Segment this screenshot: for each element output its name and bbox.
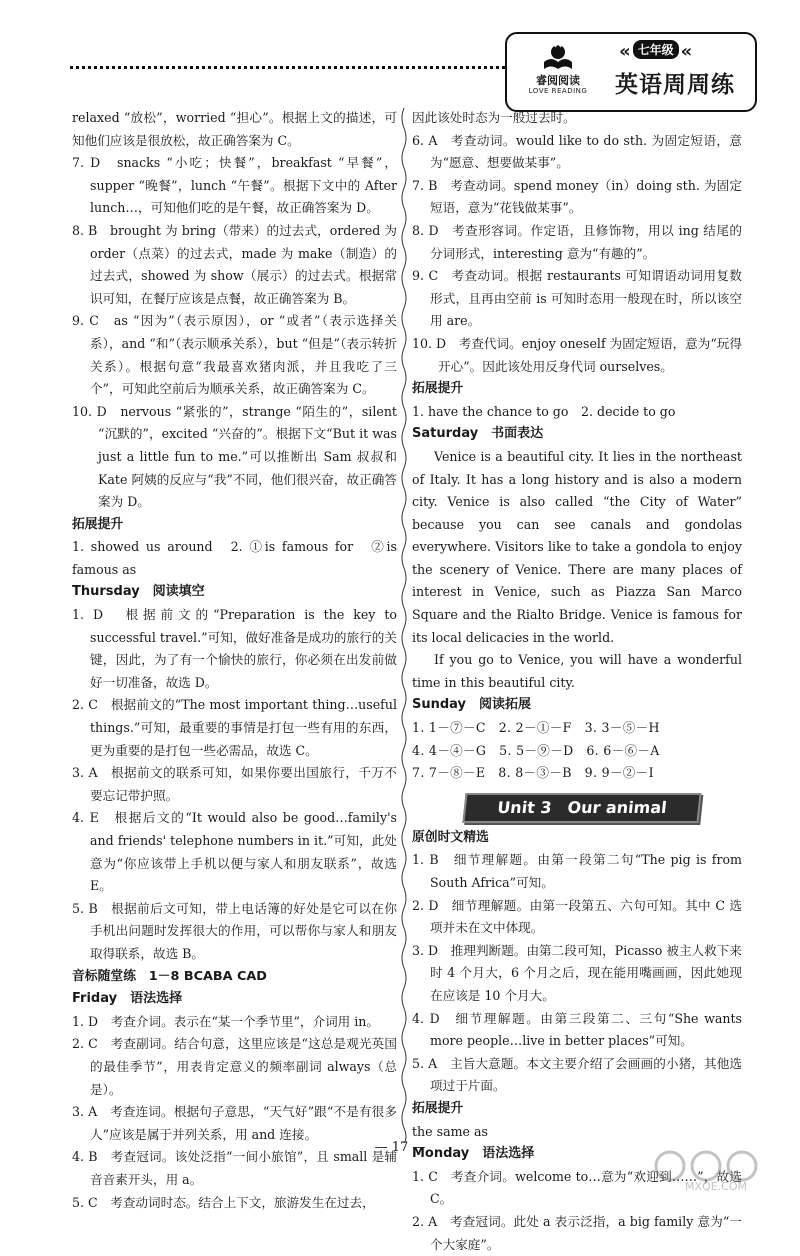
answer-item: 5. A 主旨大意题。本文主要介绍了会画画的小猪，其他选项过于片面。 xyxy=(412,1055,742,1094)
grade-badge: 七年级 xyxy=(633,40,679,59)
answer-item: 5. B 根据前后文可知，带上电话簿的好处是它可以在你手机出问题时发挥很大的作用，可以帮你与家人和朋友取得联系，故选 B。 xyxy=(72,900,397,961)
logo-english-text: LOVE READING xyxy=(528,87,588,95)
right-column xyxy=(412,107,742,1256)
page-header xyxy=(0,0,800,110)
answer-item: 2. C 考查副词。结合句意，这里应该是“这总是观光英国的最佳季节”，用表肯定意义的频率副词 always（总是）。 xyxy=(72,1036,397,1097)
watermark-text: MXQE.COM xyxy=(685,1180,747,1192)
grade-row xyxy=(619,40,749,62)
text-line: 1. have the chance to go 2. decide to go xyxy=(412,403,676,419)
answer-item: 4. B 考查冠词。该处泛指“一间小旅馆”，且 small 是辅音音素开头，用 a。 xyxy=(72,1149,397,1187)
answer-item: 3. A 考查连词。根据句子意思，“天气好”跟“不是有很多人”应该是属于并列关系，用 and 连接。 xyxy=(72,1104,397,1142)
answer-item: 4. D 细节理解题。由第三段第二、三句“She wants more people…live in better places”可知。 xyxy=(412,1010,742,1049)
header-dotted-rule xyxy=(70,66,505,69)
day-heading: Sunday 阅读拓展 xyxy=(412,697,532,713)
day-heading: Friday 语法选择 xyxy=(72,991,183,1007)
answer-item: 1. C 考查介词。welcome to…意为“欢迎到……”，故选 C。 xyxy=(412,1168,742,1207)
logo-chinese-text: 睿阅阅读 xyxy=(536,74,580,87)
book-logo xyxy=(519,40,597,104)
section-heading: 拓展提升 xyxy=(412,381,464,397)
answer-row: 1. 1－⑦－C 2. 2－①－F 3. 3－⑤－H xyxy=(412,720,660,736)
answer-item: 3. A 根据前文的联系可知，如果你要出国旅行，千万不要忘记带护照。 xyxy=(72,765,397,803)
answer-item: 8. D 考查形容词。作定语，且修饰物，用以 ing 结尾的分词形式，interesting 意为“有趣的”。 xyxy=(412,222,742,261)
answer-row: 7. 7－⑧－E 8. 8－③－B 9. 9－②－I xyxy=(412,765,654,781)
essay-paragraph: Venice is a beautiful city. It lies in the northeast of Italy. It has a long history and is also a modern city. Venice is also called “the City of Water” because you can see canals and gondolas everywhere. Visitors like to take a gondola to enjoy the scenery of Venice. There are many places of interest in Venice, such as Piazza San Marco Square and the Rialto Bridge. Venice is famous for its local delicacies in the world. xyxy=(412,448,742,645)
answer-item: 5. C 考查动词时态。结合上下文，旅游发生在过去， xyxy=(72,1194,375,1210)
brand-box xyxy=(505,32,757,112)
chevron-left-icon: « xyxy=(619,41,631,62)
answer-item: 1. D 考查介词。表示在“某一个季节里”，介词用 in。 xyxy=(72,1013,380,1029)
answer-item: 1. B 细节理解题。由第一段第二句“The pig is from South Africa”可知。 xyxy=(412,852,742,890)
section-heading: 拓展提升 xyxy=(72,516,124,532)
text-line: 因此该处时态为一般过去时。 xyxy=(412,110,576,125)
reading-logo-icon xyxy=(541,40,575,74)
answer-item: 10. D nervous “紧张的”，strange “陌生的”，silent “沉默的”，excited “兴奋的”。根据下文“But it was just a little fun to me.”可以推断出 Sam 叔叔和 Kate 阿姨的反应与“我”不同，他们很兴奋，故正确答案为 D。 xyxy=(72,403,397,510)
answer-item: 1. D 根据前文的“Preparation is the key to successful travel.”可知，做好准备是成功的旅行的关键，因此，为了有一个愉快的旅行，你必须在出发前做好一切准备，故选 D。 xyxy=(72,607,397,690)
day-heading: Saturday 书面表达 xyxy=(412,426,544,442)
section-heading: 原创时文精选 xyxy=(412,829,489,845)
answer-item: 2. D 细节理解题。由第一段第五、六句可知。其中 C 选项并未在文中体现。 xyxy=(412,897,742,936)
answer-item: 3. D 推理判断题。由第二段可知，Picasso 被主人救下来时 4 个月大，6 个月之后，现在能用嘴画画，因此她现在应该是 10 个月大。 xyxy=(412,942,742,1003)
answer-item: 7. D snacks “小吃；快餐”，breakfast “早餐”，supper “晚餐”，lunch “午餐”。根据下文中的 After lunch…，可知他们吃的是午餐，故正确答案为 D。 xyxy=(72,155,397,216)
answer-item: 4. E 根据后文的“It would also be good…family's and friends' telephone numbers in it.”可知，此处意为“你应该带上手机以便与家人和朋友联系”，故选 E。 xyxy=(72,810,397,894)
essay-paragraph: If you go to Venice, you will have a wonderful time in this beautiful city. xyxy=(412,652,742,690)
answer-row: 4. 4－④－G 5. 5－⑨－D 6. 6－⑥－A xyxy=(412,742,660,758)
answer-item: 9. C as “因为”（表示原因），or “或者”（表示选择关系），and “和”（表示顺承关系），but “但是”（表示转折关系）。根据句意“我最喜欢猪肉派，并且我吃了三个”，可知此空前后为顺承关系，故正确答案为 C。 xyxy=(72,313,397,397)
text-line: 1. showed us around 2. ①is famous for ②is famous as xyxy=(72,539,397,577)
day-heading: Monday 语法选择 xyxy=(412,1146,535,1162)
answer-item: 2. A 考查冠词。此处 a 表示泛指，a big family 意为“一个大家庭”。 xyxy=(412,1213,742,1252)
section-heading: 音标随堂练 1－8 BCABA CAD xyxy=(72,968,267,984)
watermark-logo xyxy=(646,1148,786,1192)
page-number: — 17 — xyxy=(374,1140,426,1155)
column-divider xyxy=(400,108,408,1143)
left-column xyxy=(72,107,397,1214)
answer-item: 10. D 考查代词。enjoy oneself 为固定短语，意为“玩得开心”。因此该处用反身代词 ourselves。 xyxy=(412,335,742,374)
text-line: relaxed “放松”，worried “担心”。根据上文的描述，可知他们应该是很放松，故正确答案为 C。 xyxy=(72,110,397,148)
answer-item: 7. B 考查动词。spend money（in）doing sth. 为固定短语，意为“花钱做某事”。 xyxy=(412,177,742,216)
day-heading: Thursday 阅读填空 xyxy=(72,584,205,600)
unit-banner: Unit 3 Our animal friends xyxy=(462,793,701,823)
answer-item: 9. C 考查动词。根据 restaurants 可知谓语动词用复数形式，且再由空前 is 可知时态用一般现在时，所以该空用 are。 xyxy=(412,268,742,329)
answer-item: 6. A 考查动词。would like to do sth. 为固定短语，意为“愿意、想要做某事”。 xyxy=(412,132,742,171)
section-heading: 拓展提升 xyxy=(412,1100,464,1116)
chevron-right-icon: « xyxy=(680,41,693,62)
text-line: the same as xyxy=(412,1123,488,1139)
answer-item: 8. B brought 为 bring（带来）的过去式，ordered 为 order（点菜）的过去式，made 为 make（制造）的过去式，showed 为 show（展示）的过去式。根据常识可知，在餐厅应该是点餐，故正确答案为 B。 xyxy=(72,222,397,306)
answer-item: 2. C 根据前文的“The most important thing…useful things.”可知，最重要的事情是打包一些有用的东西，更为重要的是打包一些必需品，故选 C。 xyxy=(72,697,397,758)
book-title: 英语周周练 xyxy=(615,72,735,98)
